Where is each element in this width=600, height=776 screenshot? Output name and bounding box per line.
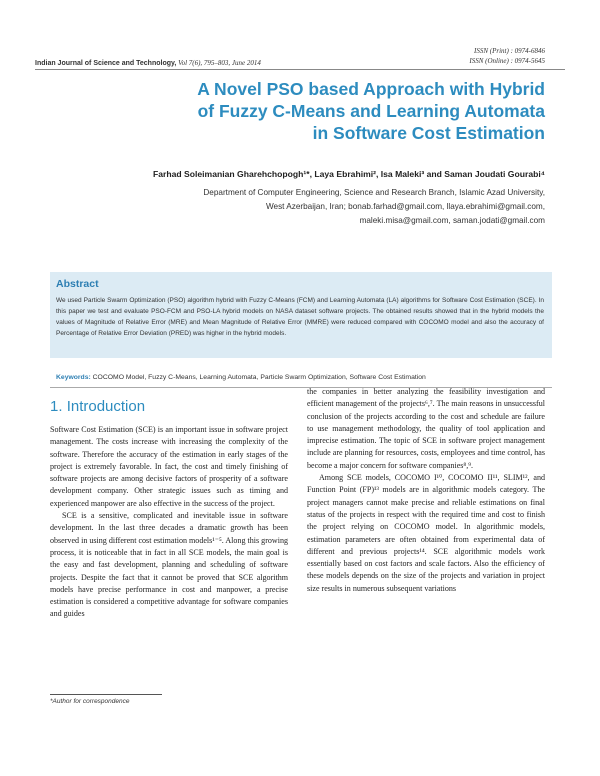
footnote: *Author for correspondence	[50, 698, 130, 705]
footnote-rule	[50, 694, 162, 695]
body-paragraph: Among SCE models, COCOMO I¹⁰, COCOMO II¹¹, SLIM¹², and Function Point (FP)¹³ models are in algorithmic models category. The project managers cannot make precise and reliable estimations on final status of the projects in respect with the required time and cost to finish the project relying on COCOMO model. In algorithmic models, estimation parameters are often obtained from experimental data of different and previous projects¹⁴. SCE algorithmic models work essentially based on cost factors and scale factors. Also the efficiency of these models depends on the size of the projects and variation in project size results in numerous subsequent variations	[307, 473, 545, 593]
body-column-left	[50, 424, 288, 621]
journal-name: Indian Journal of Science and Technology,	[35, 60, 177, 67]
journal-volume: Vol 7(6), 795–803, June 2014	[178, 59, 261, 67]
header-rule	[35, 69, 565, 70]
issn-online: ISSN (Online) : 0974-5645	[469, 57, 545, 65]
body-column-right	[307, 386, 545, 595]
affiliation-line: Department of Computer Engineering, Science and Research Branch, Islamic Azad University,	[203, 188, 545, 197]
author-list: Farhad Soleimanian Gharehchopogh¹*, Laya Ebrahimi², Isa Maleki³ and Saman Joudati Gourabi⁴	[152, 169, 545, 179]
paper-title	[75, 78, 545, 144]
issn-print: ISSN (Print) : 0974-6846	[474, 47, 545, 55]
abstract-heading: Abstract	[56, 278, 99, 290]
affiliation-line: maleki.misa@gmail.com, saman.jodati@gmail.com	[359, 216, 545, 225]
affiliation	[105, 186, 545, 228]
title-line: A Novel PSO based Approach with Hybrid	[197, 79, 545, 99]
keywords-text: COCOMO Model, Fuzzy C-Means, Learning Automata, Particle Swarm Optimization, Software Cost Estimation	[92, 374, 426, 381]
keywords	[56, 374, 426, 381]
body-paragraph: Software Cost Estimation (SCE) is an important issue in software project management. The costs increase with increasing the complexity of the software. Therefore the accuracy of the estimation in early stages of the project is extremely favorable. In fact, the cost and timely finishing of software projects are among decisive factors of prosperity of a software development company. Other strategic issues such as timing and experienced manpower are also effective in the success of the project.	[50, 425, 288, 508]
abstract-text: We used Particle Swarm Optimization (PSO) algorithm hybrid with Fuzzy C-Means (FCM) and Learning Automata (LA) algorithms for Software Cost Estimation (SCE). In this paper we test and evaluate PSO-FCM and PSO-LA hybrid models on NASA dataset software projects. The obtained results showed that in the hybrid models the values of Magnitude of Relative Error (MRE) and Mean Magnitude of Relative Error (MMRE) were reduced compared with COCOMO model and also the accuracy of Percentage of Relative Error Deviation (PRED) was higher in the hybrid models.	[56, 297, 544, 337]
journal-citation	[35, 59, 261, 67]
section-title: Introduction	[66, 398, 146, 415]
section-heading	[50, 398, 145, 415]
title-line: of Fuzzy C-Means and Learning Automata	[197, 101, 545, 121]
section-number: 1.	[50, 398, 63, 415]
body-paragraph: the companies in better analyzing the feasibility investigation and efficient management of the projects⁶,⁷. The main reasons in unsuccessful conclusion of the projects according to the cost and schedule are failure to use management methodology, the quality of tool application and imprecise estimation. The topic of SCE in software project management include are planning for resources, costs, employees and time control, has become a major concern for software companies⁸,⁹.	[307, 387, 545, 470]
affiliation-line: West Azerbaijan, Iran; bonab.farhad@gmail.com, llaya.ebrahimi@gmail.com,	[265, 202, 545, 211]
body-paragraph: SCE is a sensitive, complicated and inevitable issue in software development. In the last three decades a dramatic growth has been observed in using different cost estimation models¹⁻⁵. Along this growing process, it is noticeable that in fact in all SCE models, the main goal is the easy and fast development, planning and scheduling of software projects. Despite the fact that it cannot be proved that SCE algorithm models have precise performance in cost and manpower, a precise estimation is considered a competitive advantage for software companies and guides	[50, 511, 288, 619]
keywords-label: Keywords:	[56, 374, 91, 381]
title-line: in Software Cost Estimation	[312, 123, 545, 143]
